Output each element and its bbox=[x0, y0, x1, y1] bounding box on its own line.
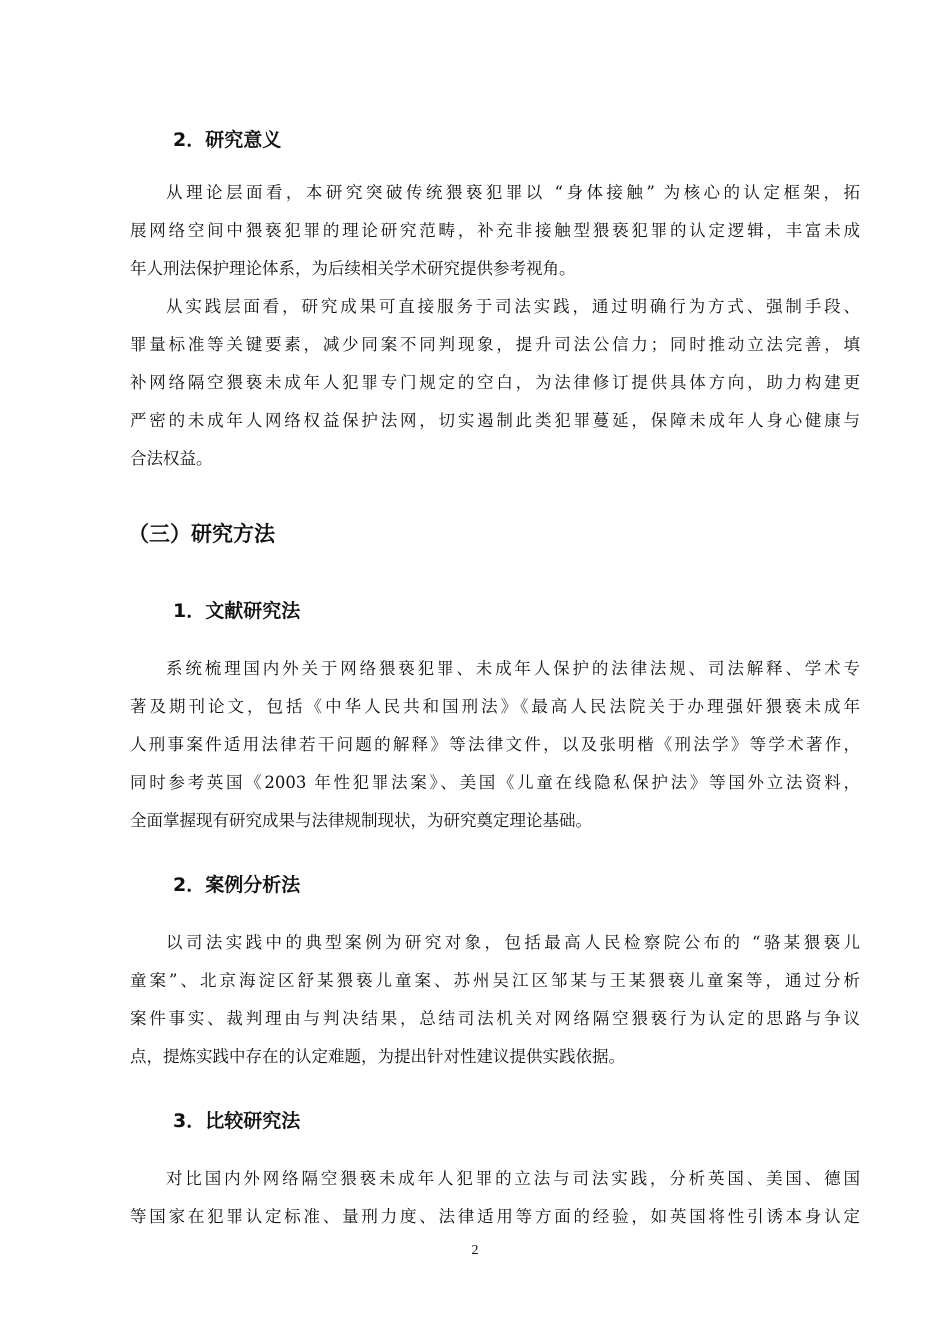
section-heading-research-methods: （三）研究方法 bbox=[128, 522, 275, 546]
paragraph-case-analysis bbox=[130, 924, 860, 1076]
subsection-heading-literature-research: 1．文献研究法 bbox=[173, 600, 301, 622]
text-line: 年人刑法保护理论体系，为后续相关学术研究提供参考视角。 bbox=[130, 259, 576, 278]
text-line: 以司法实践中的典型案例为研究对象，包括最高人民检察院公布的 “骆某猥亵儿 bbox=[166, 933, 860, 952]
text-line: 展网络空间中猥亵犯罪的理论研究范畴，补充非接触型猥亵犯罪的认定逻辑，丰富未成 bbox=[130, 221, 860, 240]
subsection-heading-case-analysis: 2．案例分析法 bbox=[173, 874, 301, 896]
text-line: 系统梳理国内外关于网络猥亵犯罪、未成年人保护的法律法规、司法解释、学术专 bbox=[166, 659, 860, 678]
text-line: 著及期刊论文，包括《中华人民共和国刑法》《最高人民法院关于办理强奸猥亵未成年 bbox=[130, 697, 860, 716]
paragraph-literature-research bbox=[130, 650, 860, 840]
text-line: 罪量标准等关键要素，减少同案不同判现象，提升司法公信力；同时推动立法完善，填 bbox=[130, 335, 860, 354]
text-line: 点，提炼实践中存在的认定难题，为提出针对性建议提供实践依据。 bbox=[130, 1047, 625, 1066]
text-line: 案件事实、裁判理由与判决结果，总结司法机关对网络隔空猥亵行为认定的思路与争议 bbox=[130, 1009, 860, 1028]
paragraph-comparative-research bbox=[130, 1160, 860, 1236]
paragraph-theoretical-significance bbox=[130, 174, 860, 288]
section-heading-research-significance: 2．研究意义 bbox=[173, 129, 282, 151]
text-line: 人刑事案件适用法律若干问题的解释》等法律文件，以及张明楷《刑法学》等学术著作， bbox=[130, 735, 860, 754]
text-line: 严密的未成年人网络权益保护法网，切实遏制此类犯罪蔓延，保障未成年人身心健康与 bbox=[130, 411, 860, 430]
paragraph-practical-significance bbox=[130, 288, 860, 478]
text-line: 全面掌握现有研究成果与法律规制现状，为研究奠定理论基础。 bbox=[130, 811, 592, 830]
text-line: 对比国内外网络隔空猥亵未成年人犯罪的立法与司法实践，分析英国、美国、德国 bbox=[166, 1169, 860, 1188]
text-line: 补网络隔空猥亵未成年人犯罪专门规定的空白，为法律修订提供具体方向，助力构建更 bbox=[130, 373, 860, 392]
text-line: 从理论层面看，本研究突破传统猥亵犯罪以 “身体接触” 为核心的认定框架，拓 bbox=[166, 183, 860, 202]
text-line: 同时参考英国《2003 年性犯罪法案》、美国《儿童在线隐私保护法》等国外立法资料， bbox=[130, 773, 860, 792]
text-line: 等国家在犯罪认定标准、量刑力度、法律适用等方面的经验，如英国将性引诱本身认定 bbox=[130, 1207, 860, 1226]
text-line: 合法权益。 bbox=[130, 449, 213, 468]
text-line: 童案”、北京海淀区舒某猥亵儿童案、苏州吴江区邹某与王某猥亵儿童案等，通过分析 bbox=[130, 971, 860, 990]
text-line: 从实践层面看，研究成果可直接服务于司法实践，通过明确行为方式、强制手段、 bbox=[166, 297, 860, 316]
page-number: 2 bbox=[471, 1243, 479, 1258]
subsection-heading-comparative-research: 3．比较研究法 bbox=[173, 1110, 301, 1132]
